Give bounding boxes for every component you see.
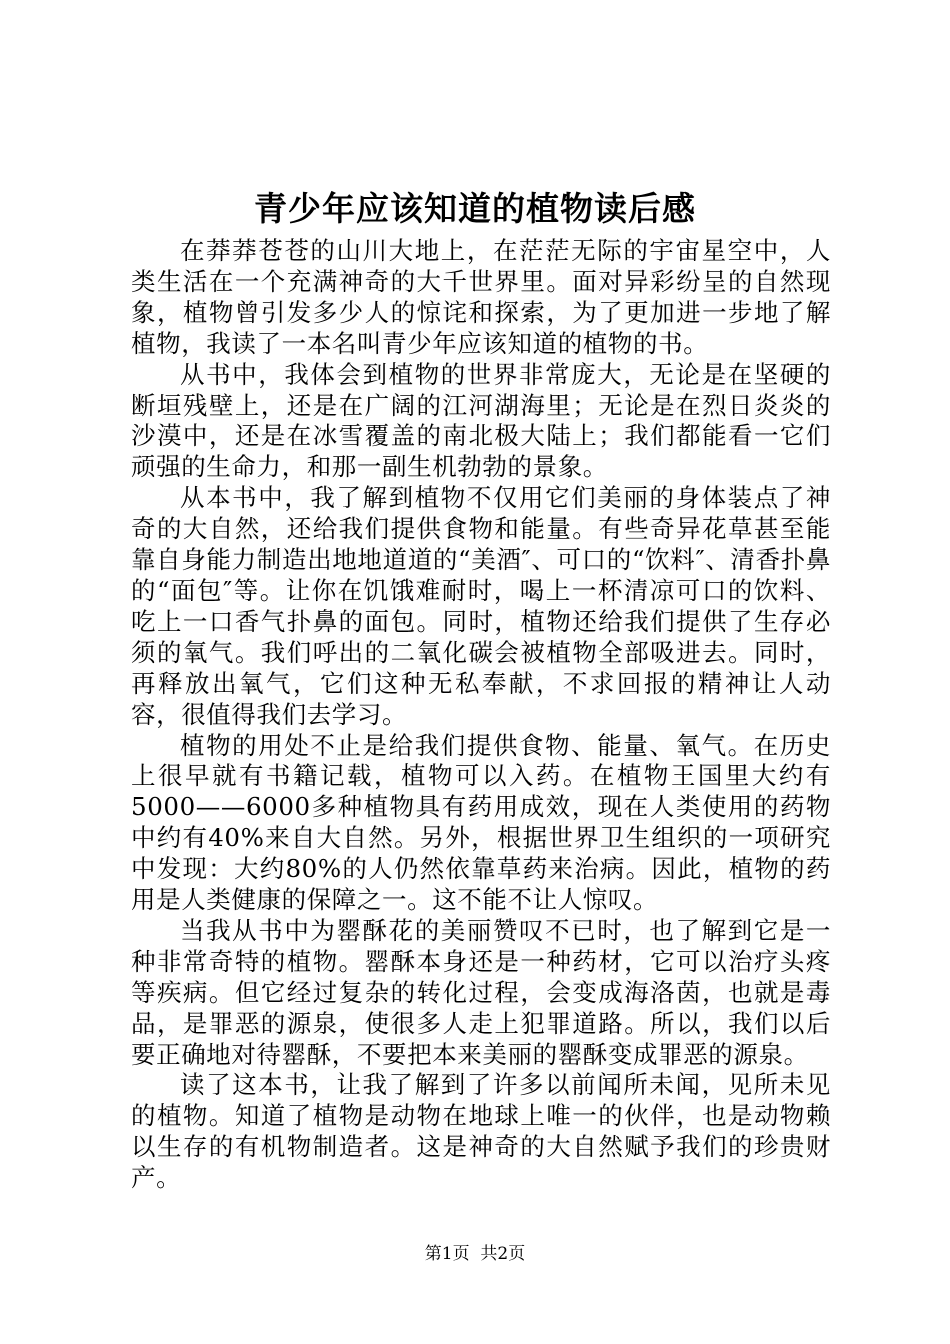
paragraph-5: 当我从书中为罂酥花的美丽赞叹不已时，也了解到它是一种非常奇特的植物。罂酥本身还是一种药材，它可以治疗头疼等疾病。但它经过复杂的转化过程，会变成海洛茵，也就是毒品，是罪恶的源泉，使很多人走上犯罪道路。所以，我们以后要正确地对待罂酥，不要把本来美丽的罂酥变成罪恶的源泉。 bbox=[131, 915, 831, 1069]
page-footer: 第1页 共2页 bbox=[424, 1244, 526, 1264]
paragraph-3: 从本书中，我了解到植物不仅用它们美丽的身体装点了神奇的大自然，还给我们提供食物和能量。有些奇异花草甚至能靠自身能力制造出地地道道的“美酒″、可口的“饮料″、清香扑鼻的“面包″等。让你在饥饿难耐时，喝上一杯清凉可口的饮料、吃上一口香气扑鼻的面包。同时，植物还给我们提供了生存必须的氧气。我们呼出的二氧化碳会被植物全部吸进去。同时，再释放出氧气，它们这种无私奉献，不求回报的精神让人动容，很值得我们去学习。 bbox=[131, 483, 831, 729]
document-body bbox=[131, 236, 831, 1194]
paragraph-4: 植物的用处不止是给我们提供食物、能量、氧气。在历史上很早就有书籍记载，植物可以入药。在植物王国里大约有5000——6000多种植物具有药用成效，现在人类使用的药物中约有40%来自大自然。另外，根据世界卫生组织的一项研究中发现：大约80%的人仍然依靠草药来治病。因此，植物的药用是人类健康的保障之一。这不能不让人惊叹。 bbox=[131, 730, 831, 915]
document-title: 青少年应该知道的植物读后感 bbox=[254, 189, 696, 228]
paragraph-6: 读了这本书，让我了解到了许多以前闻所未闻，见所未见的植物。知道了植物是动物在地球上唯一的伙伴，也是动物赖以生存的有机物制造者。这是神奇的大自然赋予我们的珍贵财产。 bbox=[131, 1070, 831, 1193]
paragraph-2: 从书中，我体会到植物的世界非常庞大，无论是在坚硬的断垣残壁上，还是在广阔的江河湖海里；无论是在烈日炎炎的沙漠中，还是在冰雪覆盖的南北极大陆上；我们都能看一它们顽强的生命力，和那一副生机勃勃的景象。 bbox=[131, 359, 831, 482]
paragraph-1: 在莽莽苍苍的山川大地上，在茫茫无际的宇宙星空中，人类生活在一个充满神奇的大千世界里。面对异彩纷呈的自然现象，植物曾引发多少人的惊诧和探索，为了更加进一步地了解植物，我读了一本名叫青少年应该知道的植物的书。 bbox=[131, 236, 831, 358]
